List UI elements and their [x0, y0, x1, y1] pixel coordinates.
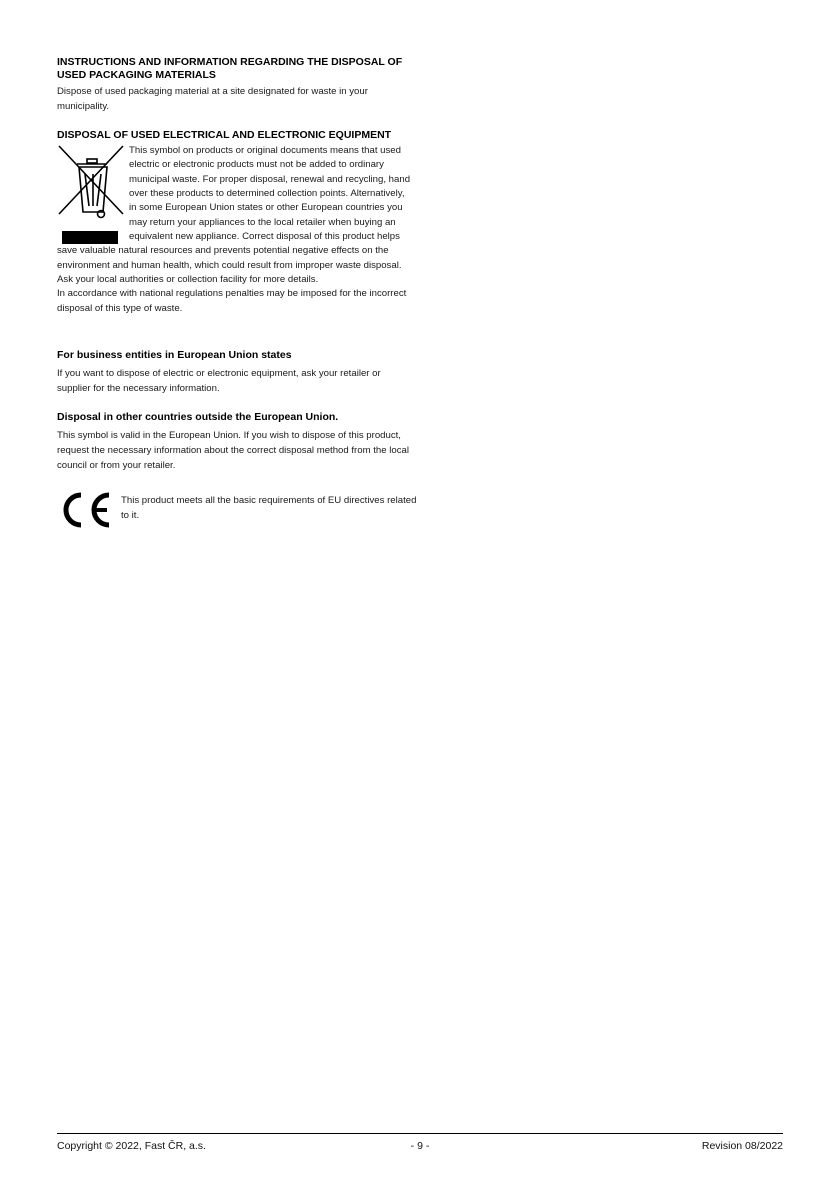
- business-text: If you want to dispose of electric or electronic equipment, ask your retailer or supplier for the necessary information.: [57, 368, 381, 394]
- outside-eu-heading: Disposal in other countries outside the European Union.: [57, 411, 339, 423]
- ce-section: [57, 490, 417, 534]
- outside-eu-text: This symbol is valid in the European Union. If you wish to dispose of this product, request the necessary information about the correct disposal method from the local council or from your retailer.: [57, 430, 409, 471]
- footer-page-number: - 9 -: [410, 1140, 430, 1152]
- ce-mark-icon: [57, 492, 113, 528]
- business-section: [57, 349, 413, 396]
- packaging-heading-line1: INSTRUCTIONS AND INFORMATION REGARDING THE DISPOSAL OF: [57, 56, 403, 68]
- business-heading: For business entities in European Union states: [57, 349, 292, 361]
- footer-revision: Revision 08/2022: [701, 1140, 783, 1152]
- crossed-out-wheelie-bin-icon: [57, 144, 127, 244]
- weee-penalties-text: In accordance with national regulations penalties may be imposed for the incorrect disposal of this type of waste.: [57, 288, 407, 314]
- footer-rule: [57, 1133, 783, 1134]
- weee-heading: DISPOSAL OF USED ELECTRICAL AND ELECTRONIC EQUIPMENT: [57, 129, 392, 141]
- weee-bar: [62, 231, 118, 244]
- weee-text: This symbol on products or original documents means that used electric or electronic products must not be added to ordinary municipal waste. For proper disposal, renewal and recycling, hand over these products to determined collection points. Alternatively, in some European Union states or other European countries you may return your appliances to the local retailer when buying an equivalent new appliance. Correct disposal of this product helps save valuable natural resources and prevents potential negative effects on the environment and human health, which could result from improper waste disposal. Ask your local authorities or collection facility for more details.: [57, 145, 411, 286]
- outside-eu-section: [57, 411, 413, 473]
- packaging-heading: [57, 56, 413, 82]
- weee-section: [57, 129, 413, 316]
- packaging-section: [57, 56, 413, 114]
- packaging-text: Dispose of used packaging material at a site designated for waste in your municipality.: [57, 86, 368, 112]
- packaging-heading-line2: USED PACKAGING MATERIALS: [57, 69, 216, 81]
- ce-text: This product meets all the basic requirements of EU directives related to it.: [121, 495, 417, 521]
- footer-copyright: Copyright © 2022, Fast ČR, a.s.: [57, 1140, 206, 1152]
